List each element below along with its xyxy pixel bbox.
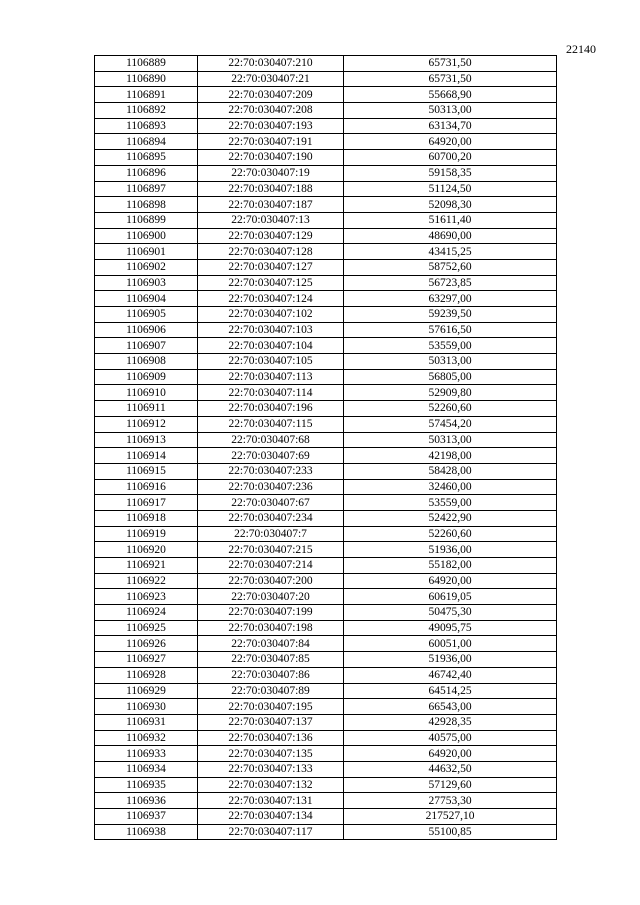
table-row	[95, 338, 557, 354]
value-cell: 55668,90	[344, 87, 557, 103]
cadastral-number-cell: 22:70:030407:68	[198, 432, 344, 448]
cadastral-number-cell: 22:70:030407:190	[198, 150, 344, 166]
row-number-cell: 1106919	[95, 526, 198, 542]
row-number-cell: 1106937	[95, 809, 198, 825]
registry-table-body	[95, 56, 557, 840]
table-row	[95, 385, 557, 401]
table-row	[95, 181, 557, 197]
row-number-cell: 1106905	[95, 307, 198, 323]
row-number-cell: 1106932	[95, 730, 198, 746]
row-number-cell: 1106927	[95, 652, 198, 668]
cadastral-number-cell: 22:70:030407:198	[198, 620, 344, 636]
table-row	[95, 118, 557, 134]
row-number-cell: 1106899	[95, 212, 198, 228]
value-cell: 217527,10	[344, 809, 557, 825]
row-number-cell: 1106903	[95, 275, 198, 291]
value-cell: 44632,50	[344, 761, 557, 777]
table-row	[95, 809, 557, 825]
table-row	[95, 793, 557, 809]
value-cell: 56805,00	[344, 369, 557, 385]
cadastral-number-cell: 22:70:030407:127	[198, 259, 344, 275]
value-cell: 27753,30	[344, 793, 557, 809]
row-number-cell: 1106898	[95, 197, 198, 213]
row-number-cell: 1106926	[95, 636, 198, 652]
cadastral-number-cell: 22:70:030407:208	[198, 103, 344, 119]
value-cell: 52260,60	[344, 526, 557, 542]
row-number-cell: 1106908	[95, 354, 198, 370]
cadastral-number-cell: 22:70:030407:117	[198, 824, 344, 840]
row-number-cell: 1106922	[95, 573, 198, 589]
row-number-cell: 1106931	[95, 714, 198, 730]
cadastral-number-cell: 22:70:030407:7	[198, 526, 344, 542]
row-number-cell: 1106929	[95, 683, 198, 699]
value-cell: 51936,00	[344, 542, 557, 558]
row-number-cell: 1106900	[95, 228, 198, 244]
row-number-cell: 1106914	[95, 448, 198, 464]
row-number-cell: 1106906	[95, 322, 198, 338]
value-cell: 64920,00	[344, 134, 557, 150]
cadastral-number-cell: 22:70:030407:84	[198, 636, 344, 652]
table-row	[95, 71, 557, 87]
row-number-cell: 1106918	[95, 510, 198, 526]
value-cell: 52909,80	[344, 385, 557, 401]
value-cell: 49095,75	[344, 620, 557, 636]
value-cell: 55100,85	[344, 824, 557, 840]
cadastral-number-cell: 22:70:030407:233	[198, 463, 344, 479]
value-cell: 51124,50	[344, 181, 557, 197]
table-row	[95, 448, 557, 464]
cadastral-number-cell: 22:70:030407:128	[198, 244, 344, 260]
table-row	[95, 683, 557, 699]
cadastral-number-cell: 22:70:030407:193	[198, 118, 344, 134]
table-row	[95, 558, 557, 574]
value-cell: 60619,05	[344, 589, 557, 605]
row-number-cell: 1106897	[95, 181, 198, 197]
value-cell: 55182,00	[344, 558, 557, 574]
cadastral-number-cell: 22:70:030407:86	[198, 667, 344, 683]
value-cell: 51936,00	[344, 652, 557, 668]
cadastral-number-cell: 22:70:030407:113	[198, 369, 344, 385]
row-number-cell: 1106913	[95, 432, 198, 448]
table-row	[95, 322, 557, 338]
table-row	[95, 495, 557, 511]
table-row	[95, 56, 557, 72]
row-number-cell: 1106923	[95, 589, 198, 605]
cadastral-number-cell: 22:70:030407:67	[198, 495, 344, 511]
cadastral-number-cell: 22:70:030407:89	[198, 683, 344, 699]
cadastral-number-cell: 22:70:030407:199	[198, 605, 344, 621]
value-cell: 58752,60	[344, 259, 557, 275]
row-number-cell: 1106891	[95, 87, 198, 103]
cadastral-number-cell: 22:70:030407:191	[198, 134, 344, 150]
table-row	[95, 354, 557, 370]
row-number-cell: 1106911	[95, 401, 198, 417]
table-row	[95, 291, 557, 307]
row-number-cell: 1106921	[95, 558, 198, 574]
cadastral-number-cell: 22:70:030407:209	[198, 87, 344, 103]
value-cell: 53559,00	[344, 338, 557, 354]
row-number-cell: 1106928	[95, 667, 198, 683]
row-number-cell: 1106910	[95, 385, 198, 401]
cadastral-number-cell: 22:70:030407:125	[198, 275, 344, 291]
row-number-cell: 1106895	[95, 150, 198, 166]
cadastral-number-cell: 22:70:030407:133	[198, 761, 344, 777]
row-number-cell: 1106889	[95, 56, 198, 72]
table-row	[95, 259, 557, 275]
table-row	[95, 307, 557, 323]
value-cell: 58428,00	[344, 463, 557, 479]
cadastral-number-cell: 22:70:030407:137	[198, 714, 344, 730]
cadastral-number-cell: 22:70:030407:236	[198, 479, 344, 495]
table-row	[95, 730, 557, 746]
table-row	[95, 714, 557, 730]
table-row	[95, 197, 557, 213]
value-cell: 59158,35	[344, 165, 557, 181]
value-cell: 32460,00	[344, 479, 557, 495]
value-cell: 60051,00	[344, 636, 557, 652]
value-cell: 52098,30	[344, 197, 557, 213]
table-row	[95, 150, 557, 166]
value-cell: 42928,35	[344, 714, 557, 730]
row-number-cell: 1106907	[95, 338, 198, 354]
cadastral-number-cell: 22:70:030407:210	[198, 56, 344, 72]
cadastral-number-cell: 22:70:030407:234	[198, 510, 344, 526]
value-cell: 64920,00	[344, 573, 557, 589]
value-cell: 57616,50	[344, 322, 557, 338]
table-row	[95, 479, 557, 495]
row-number-cell: 1106933	[95, 746, 198, 762]
value-cell: 48690,00	[344, 228, 557, 244]
value-cell: 64920,00	[344, 746, 557, 762]
table-row	[95, 212, 557, 228]
cadastral-number-cell: 22:70:030407:131	[198, 793, 344, 809]
table-row	[95, 824, 557, 840]
table-row	[95, 134, 557, 150]
value-cell: 63297,00	[344, 291, 557, 307]
table-row	[95, 165, 557, 181]
row-number-cell: 1106915	[95, 463, 198, 479]
value-cell: 50313,00	[344, 103, 557, 119]
table-row	[95, 432, 557, 448]
row-number-cell: 1106892	[95, 103, 198, 119]
cadastral-number-cell: 22:70:030407:115	[198, 416, 344, 432]
row-number-cell: 1106896	[95, 165, 198, 181]
cadastral-number-cell: 22:70:030407:136	[198, 730, 344, 746]
table-row	[95, 275, 557, 291]
cadastral-number-cell: 22:70:030407:19	[198, 165, 344, 181]
row-number-cell: 1106893	[95, 118, 198, 134]
cadastral-number-cell: 22:70:030407:195	[198, 699, 344, 715]
cadastral-number-cell: 22:70:030407:105	[198, 354, 344, 370]
value-cell: 52422,90	[344, 510, 557, 526]
value-cell: 65731,50	[344, 56, 557, 72]
value-cell: 40575,00	[344, 730, 557, 746]
row-number-cell: 1106938	[95, 824, 198, 840]
value-cell: 51611,40	[344, 212, 557, 228]
cadastral-number-cell: 22:70:030407:187	[198, 197, 344, 213]
value-cell: 42198,00	[344, 448, 557, 464]
row-number-cell: 1106901	[95, 244, 198, 260]
row-number-cell: 1106904	[95, 291, 198, 307]
row-number-cell: 1106894	[95, 134, 198, 150]
table-row	[95, 369, 557, 385]
value-cell: 66543,00	[344, 699, 557, 715]
table-row	[95, 636, 557, 652]
cadastral-number-cell: 22:70:030407:124	[198, 291, 344, 307]
row-number-cell: 1106935	[95, 777, 198, 793]
row-number-cell: 1106902	[95, 259, 198, 275]
table-row	[95, 573, 557, 589]
table-row	[95, 777, 557, 793]
table-row	[95, 542, 557, 558]
cadastral-number-cell: 22:70:030407:13	[198, 212, 344, 228]
row-number-cell: 1106925	[95, 620, 198, 636]
row-number-cell: 1106917	[95, 495, 198, 511]
table-row	[95, 416, 557, 432]
value-cell: 65731,50	[344, 71, 557, 87]
row-number-cell: 1106916	[95, 479, 198, 495]
table-row	[95, 589, 557, 605]
row-number-cell: 1106920	[95, 542, 198, 558]
cadastral-number-cell: 22:70:030407:69	[198, 448, 344, 464]
cadastral-number-cell: 22:70:030407:200	[198, 573, 344, 589]
table-row	[95, 746, 557, 762]
row-number-cell: 1106890	[95, 71, 198, 87]
registry-table	[94, 55, 557, 840]
value-cell: 46742,40	[344, 667, 557, 683]
value-cell: 50313,00	[344, 354, 557, 370]
cadastral-number-cell: 22:70:030407:85	[198, 652, 344, 668]
table-row	[95, 652, 557, 668]
cadastral-number-cell: 22:70:030407:114	[198, 385, 344, 401]
table-row	[95, 620, 557, 636]
value-cell: 57454,20	[344, 416, 557, 432]
cadastral-number-cell: 22:70:030407:188	[198, 181, 344, 197]
row-number-cell: 1106936	[95, 793, 198, 809]
cadastral-number-cell: 22:70:030407:20	[198, 589, 344, 605]
cadastral-number-cell: 22:70:030407:215	[198, 542, 344, 558]
value-cell: 50475,30	[344, 605, 557, 621]
table-row	[95, 463, 557, 479]
cadastral-number-cell: 22:70:030407:103	[198, 322, 344, 338]
table-row	[95, 103, 557, 119]
row-number-cell: 1106924	[95, 605, 198, 621]
cadastral-number-cell: 22:70:030407:129	[198, 228, 344, 244]
row-number-cell: 1106912	[95, 416, 198, 432]
table-row	[95, 526, 557, 542]
value-cell: 63134,70	[344, 118, 557, 134]
cadastral-number-cell: 22:70:030407:196	[198, 401, 344, 417]
value-cell: 43415,25	[344, 244, 557, 260]
cadastral-number-cell: 22:70:030407:102	[198, 307, 344, 323]
table-row	[95, 605, 557, 621]
value-cell: 59239,50	[344, 307, 557, 323]
row-number-cell: 1106934	[95, 761, 198, 777]
value-cell: 57129,60	[344, 777, 557, 793]
row-number-cell: 1106909	[95, 369, 198, 385]
value-cell: 60700,20	[344, 150, 557, 166]
cadastral-number-cell: 22:70:030407:214	[198, 558, 344, 574]
page-number: 22140	[566, 42, 596, 56]
table-row	[95, 87, 557, 103]
table-row	[95, 667, 557, 683]
table-row	[95, 761, 557, 777]
value-cell: 53559,00	[344, 495, 557, 511]
value-cell: 50313,00	[344, 432, 557, 448]
cadastral-number-cell: 22:70:030407:104	[198, 338, 344, 354]
table-row	[95, 699, 557, 715]
value-cell: 64514,25	[344, 683, 557, 699]
table-row	[95, 510, 557, 526]
value-cell: 56723,85	[344, 275, 557, 291]
table-row	[95, 228, 557, 244]
value-cell: 52260,60	[344, 401, 557, 417]
table-row	[95, 244, 557, 260]
table-row	[95, 401, 557, 417]
cadastral-number-cell: 22:70:030407:134	[198, 809, 344, 825]
row-number-cell: 1106930	[95, 699, 198, 715]
cadastral-number-cell: 22:70:030407:135	[198, 746, 344, 762]
cadastral-number-cell: 22:70:030407:21	[198, 71, 344, 87]
cadastral-number-cell: 22:70:030407:132	[198, 777, 344, 793]
